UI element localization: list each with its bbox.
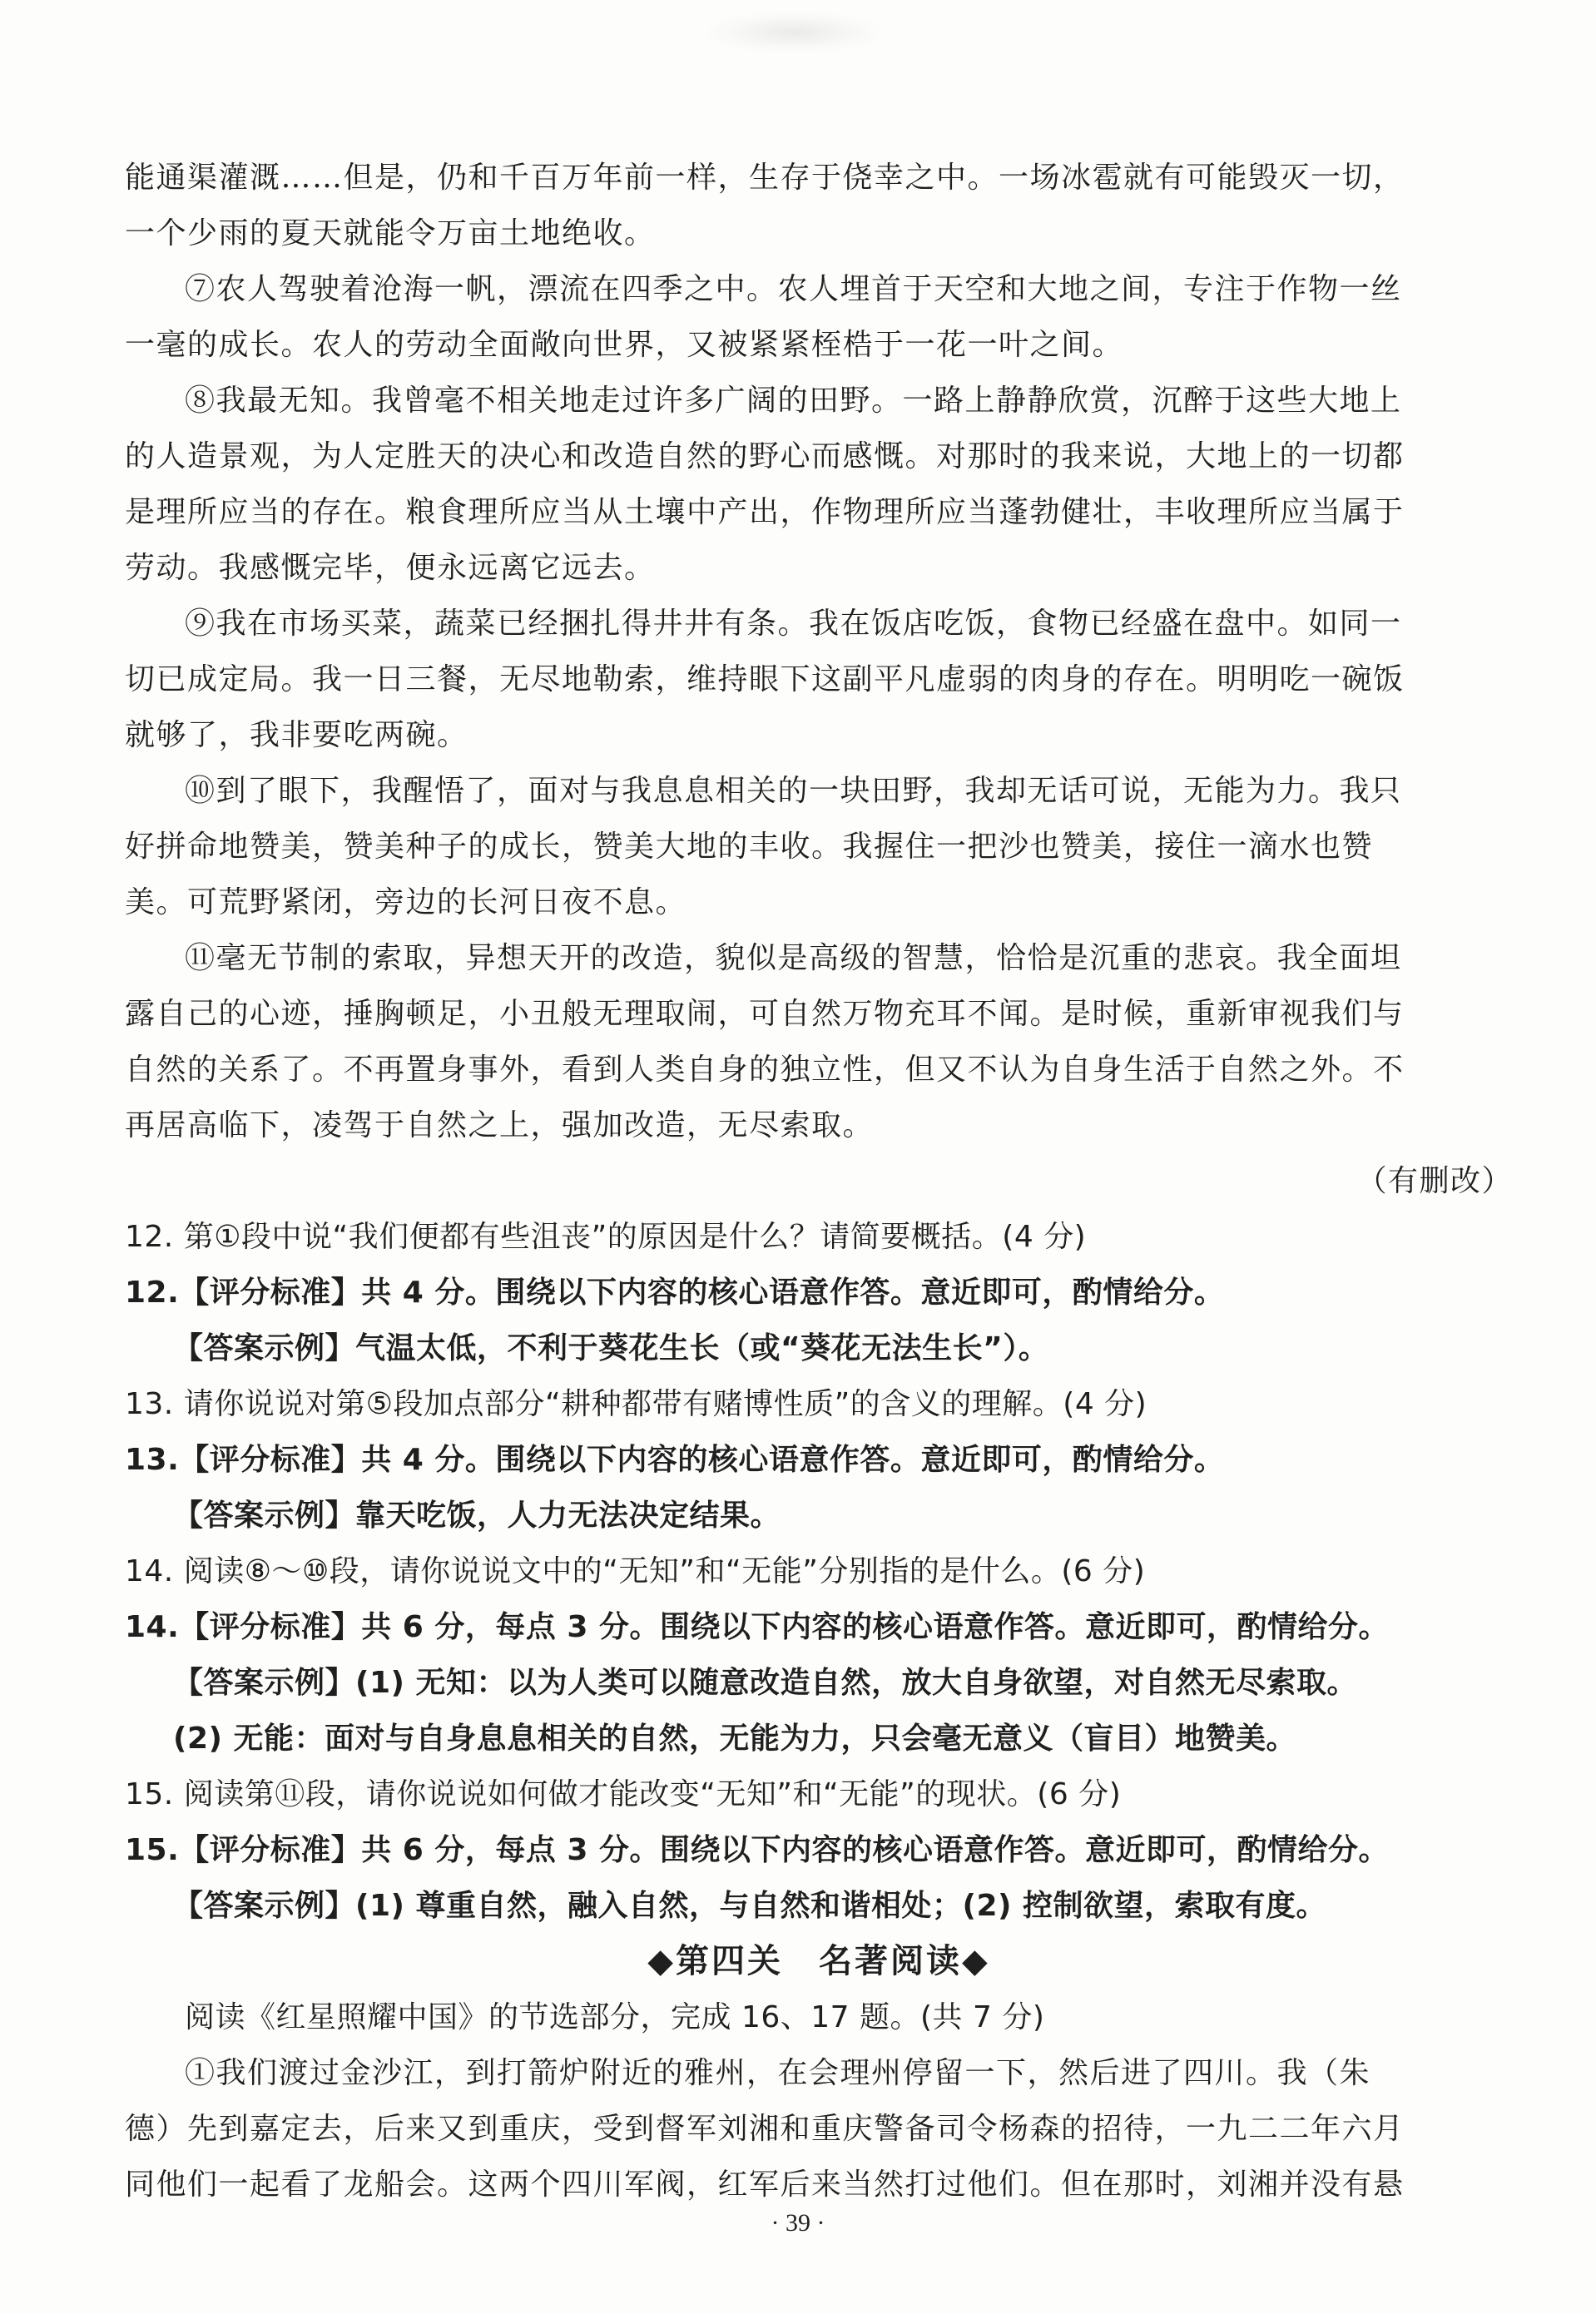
text-line: 的人造景观，为人定胜天的决心和改造自然的野心而感慨。对那时的我来说，大地上的一切都 [125, 439, 1405, 473]
text-line: 是理所应当的存在。粮食理所应当从土壤中产出，作物理所应当蓬勃健壮，丰收理所应当属于 [125, 495, 1405, 529]
text-line: 德）先到嘉定去，后来又到重庆，受到督军刘湘和重庆警备司令杨森的招待，一九二二年六月 [125, 2112, 1405, 2146]
question-14 [125, 1543, 1513, 1766]
section-intro: 阅读《红星照耀中国》的节选部分，完成 16、17 题。(共 7 分) [185, 2000, 1045, 2034]
text-line: 露自己的心迹，捶胸顿足，小丑般无理取闹，可自然万物充耳不闻。是时候，重新审视我们与 [125, 997, 1405, 1031]
paragraph-9 [125, 596, 1513, 763]
section-4-reading [125, 1989, 1513, 2212]
question-text: 15. 阅读第⑪段，请你说说如何做才能改变“无知”和“无能”的现状。(6 分) [125, 1777, 1122, 1811]
text-line: 美。可荒野紧闭，旁边的长河日夜不息。 [125, 885, 687, 919]
text-line: ⑨我在市场买菜，蔬菜已经捆扎得井井有条。我在饭店吃饭，食物已经盛在盘中。如同一 [185, 607, 1402, 641]
text-line: ⑩到了眼下，我醒悟了，面对与我息息相关的一块田野，我却无话可说，无能为力。我只 [185, 774, 1402, 808]
section-heading: ◆第四关 名著阅读◆ [647, 1942, 990, 1980]
text-line: ⑪毫无节制的索取，异想天开的改造，貌似是高级的智慧，恰恰是沉重的悲哀。我全面坦 [185, 941, 1402, 975]
page-number: · 39 · [771, 2209, 825, 2237]
paragraph-8 [125, 373, 1513, 596]
question-text: 13. 请你说说对第⑤段加点部分“耕种都带有赌博性质”的含义的理解。(4 分) [125, 1387, 1147, 1421]
paragraph-11 [125, 930, 1513, 1153]
text-line: 好拼命地赞美，赞美种子的成长，赞美大地的丰收。我握住一把沙也赞美，接住一滴水也赞 [125, 830, 1374, 864]
text-line: 就够了，我非要吃两碗。 [125, 718, 468, 752]
scoring-standard: 12.【评分标准】共 4 分。围绕以下内容的核心语意作答。意近即可，酌情给分。 [125, 1276, 1225, 1310]
answer-example: 【答案示例】(1) 无知：以为人类可以随意改造自然，放大自身欲望，对自然无尽索取。 [173, 1666, 1357, 1700]
text-line: ⑧我最无知。我曾毫不相关地走过许多广阔的田野。一路上静静欣赏，沉醉于这些大地上 [185, 384, 1402, 418]
scoring-standard: 14.【评分标准】共 6 分，每点 3 分。围绕以下内容的核心语意作答。意近即可，酌情给分。 [125, 1610, 1390, 1644]
text-line: ⑦农人驾驶着沧海一帆，漂流在四季之中。农人埋首于天空和大地之间，专注于作物一丝 [185, 272, 1402, 306]
text-line: 一个少雨的夏天就能令万亩土地绝收。 [125, 216, 656, 250]
question-text: 14. 阅读⑧～⑩段，请你说说文中的“无知”和“无能”分别指的是什么。(6 分) [125, 1554, 1146, 1588]
text-line: 一毫的成长。农人的劳动全面敞向世界，又被紧紧桎梏于一花一叶之间。 [125, 328, 1124, 362]
text-line: 同他们一起看了龙船会。这两个四川军阀，红军后来当然打过他们。但在那时，刘湘并没有悬 [125, 2168, 1405, 2202]
scan-smudge [707, 12, 882, 53]
question-text: 12. 第①段中说“我们便都有些沮丧”的原因是什么？请简要概括。(4 分) [125, 1220, 1087, 1254]
text-line: 劳动。我感慨完毕，便永远离它远去。 [125, 551, 656, 585]
question-13 [125, 1376, 1513, 1543]
scoring-standard: 13.【评分标准】共 4 分。围绕以下内容的核心语意作答。意近即可，酌情给分。 [125, 1443, 1225, 1477]
answer-example: 【答案示例】气温太低，不利于葵花生长（或“葵花无法生长”）。 [173, 1331, 1049, 1365]
text-line: 能通渠灌溉……但是，仍和千百万年前一样，生存于侥幸之中。一场冰雹就有可能毁灭一切， [125, 161, 1405, 195]
answer-example: 【答案示例】靠天吃饭，人力无法决定结果。 [173, 1499, 781, 1533]
text-line: 再居高临下，凌驾于自然之上，强加改造，无尽索取。 [125, 1108, 875, 1142]
question-15 [125, 1766, 1513, 1934]
source-note: （有删改） [1356, 1164, 1513, 1198]
passage-continued [125, 150, 1513, 261]
answer-example: 【答案示例】(1) 尊重自然，融入自然，与自然和谐相处；(2) 控制欲望，索取有度。 [173, 1889, 1326, 1923]
answer-example: (2) 无能：面对与自身息息相关的自然，无能为力，只会毫无意义（盲目）地赞美。 [173, 1722, 1296, 1756]
text-line: 切已成定局。我一日三餐，无尽地勒索，维持眼下这副平凡虚弱的肉身的存在。明明吃一碗饭 [125, 662, 1405, 696]
scoring-standard: 15.【评分标准】共 6 分，每点 3 分。围绕以下内容的核心语意作答。意近即可，酌情给分。 [125, 1833, 1390, 1867]
paragraph-10 [125, 763, 1513, 930]
text-line: ①我们渡过金沙江，到打箭炉附近的雅州，在会理州停留一下，然后进了四川。我（朱 [185, 2056, 1371, 2090]
page-content [125, 150, 1513, 2212]
text-line: 自然的关系了。不再置身事外，看到人类自身的独立性，但又不认为自身生活于自然之外。不 [125, 1053, 1405, 1087]
question-12 [125, 1209, 1513, 1376]
paragraph-7 [125, 261, 1513, 373]
